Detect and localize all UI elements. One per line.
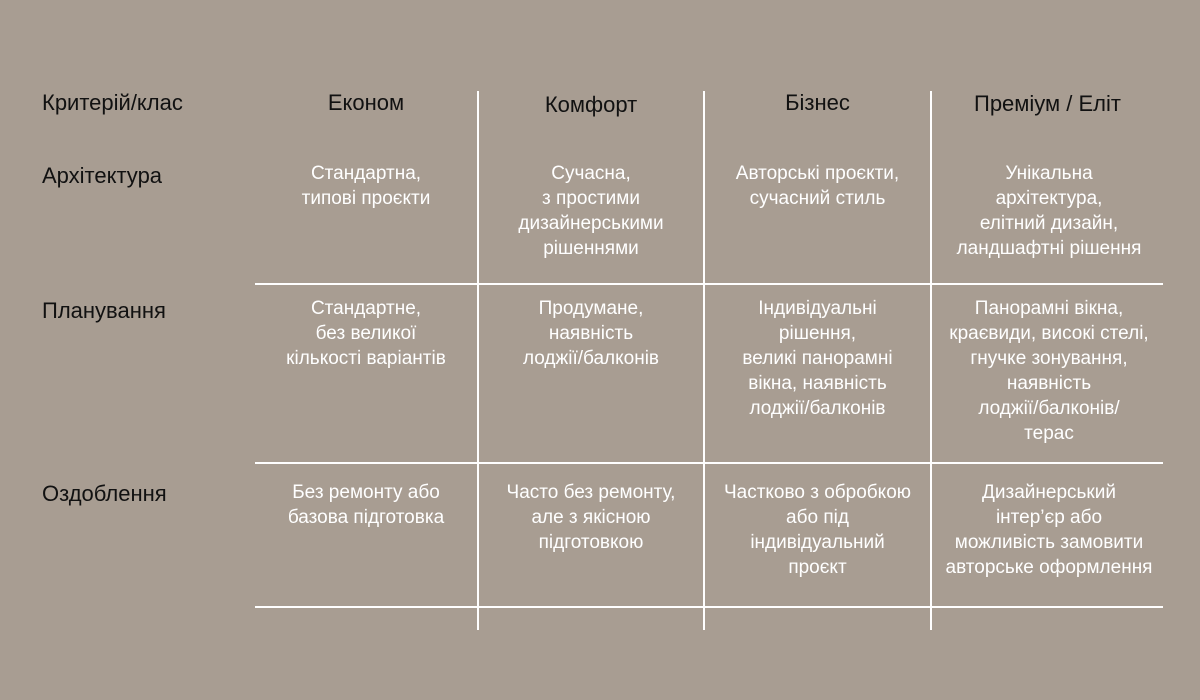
cell-finishing-premium: Дизайнерський інтер’єр або можливість замовити авторське оформлення bbox=[945, 482, 1153, 578]
cell-architecture-comfort: Сучасна, з простими дизайнерськими рішеннями bbox=[518, 163, 664, 259]
cell-planning-comfort: Продумане, наявність лоджії/балконів bbox=[522, 298, 660, 369]
header-business: Бізнес bbox=[785, 90, 850, 115]
header-comfort: Комфорт bbox=[544, 92, 638, 117]
row-divider-3 bbox=[255, 606, 1163, 608]
row-divider-1 bbox=[255, 283, 1163, 285]
cell-architecture-economy: Стандартна, типові проєкти bbox=[301, 163, 431, 209]
cell-finishing-comfort: Часто без ремонту, але з якісною підготовкою bbox=[506, 482, 676, 553]
cell-planning-economy: Стандартне, без великої кількості варіантів bbox=[286, 298, 446, 369]
cell-finishing-economy: Без ремонту або базова підготовка bbox=[287, 482, 445, 528]
row-label-architecture: Архітектура bbox=[42, 163, 163, 188]
row-label-finishing: Оздоблення bbox=[42, 481, 167, 506]
cell-architecture-business: Авторські проєкти, сучасний стиль bbox=[735, 163, 900, 209]
cell-architecture-premium: Унікальна архітектура, елітний дизайн, ландшафтні рішення bbox=[956, 163, 1142, 259]
header-criteria: Критерій/клас bbox=[42, 90, 183, 115]
row-divider-2 bbox=[255, 462, 1163, 464]
header-economy: Економ bbox=[327, 90, 405, 115]
cell-planning-business: Індивідуальні рішення, великі панорамні вікна, наявність лоджії/балконів bbox=[742, 298, 893, 419]
cell-finishing-business: Частково з обробкою або під індивідуальний проєкт bbox=[723, 482, 912, 578]
row-label-planning: Планування bbox=[42, 298, 166, 323]
header-premium: Преміум / Еліт bbox=[974, 91, 1121, 116]
cell-planning-premium: Панорамні вікна, краєвиди, високі стелі, гнучке зонування, наявність лоджії/балконів/ терас bbox=[949, 298, 1149, 444]
